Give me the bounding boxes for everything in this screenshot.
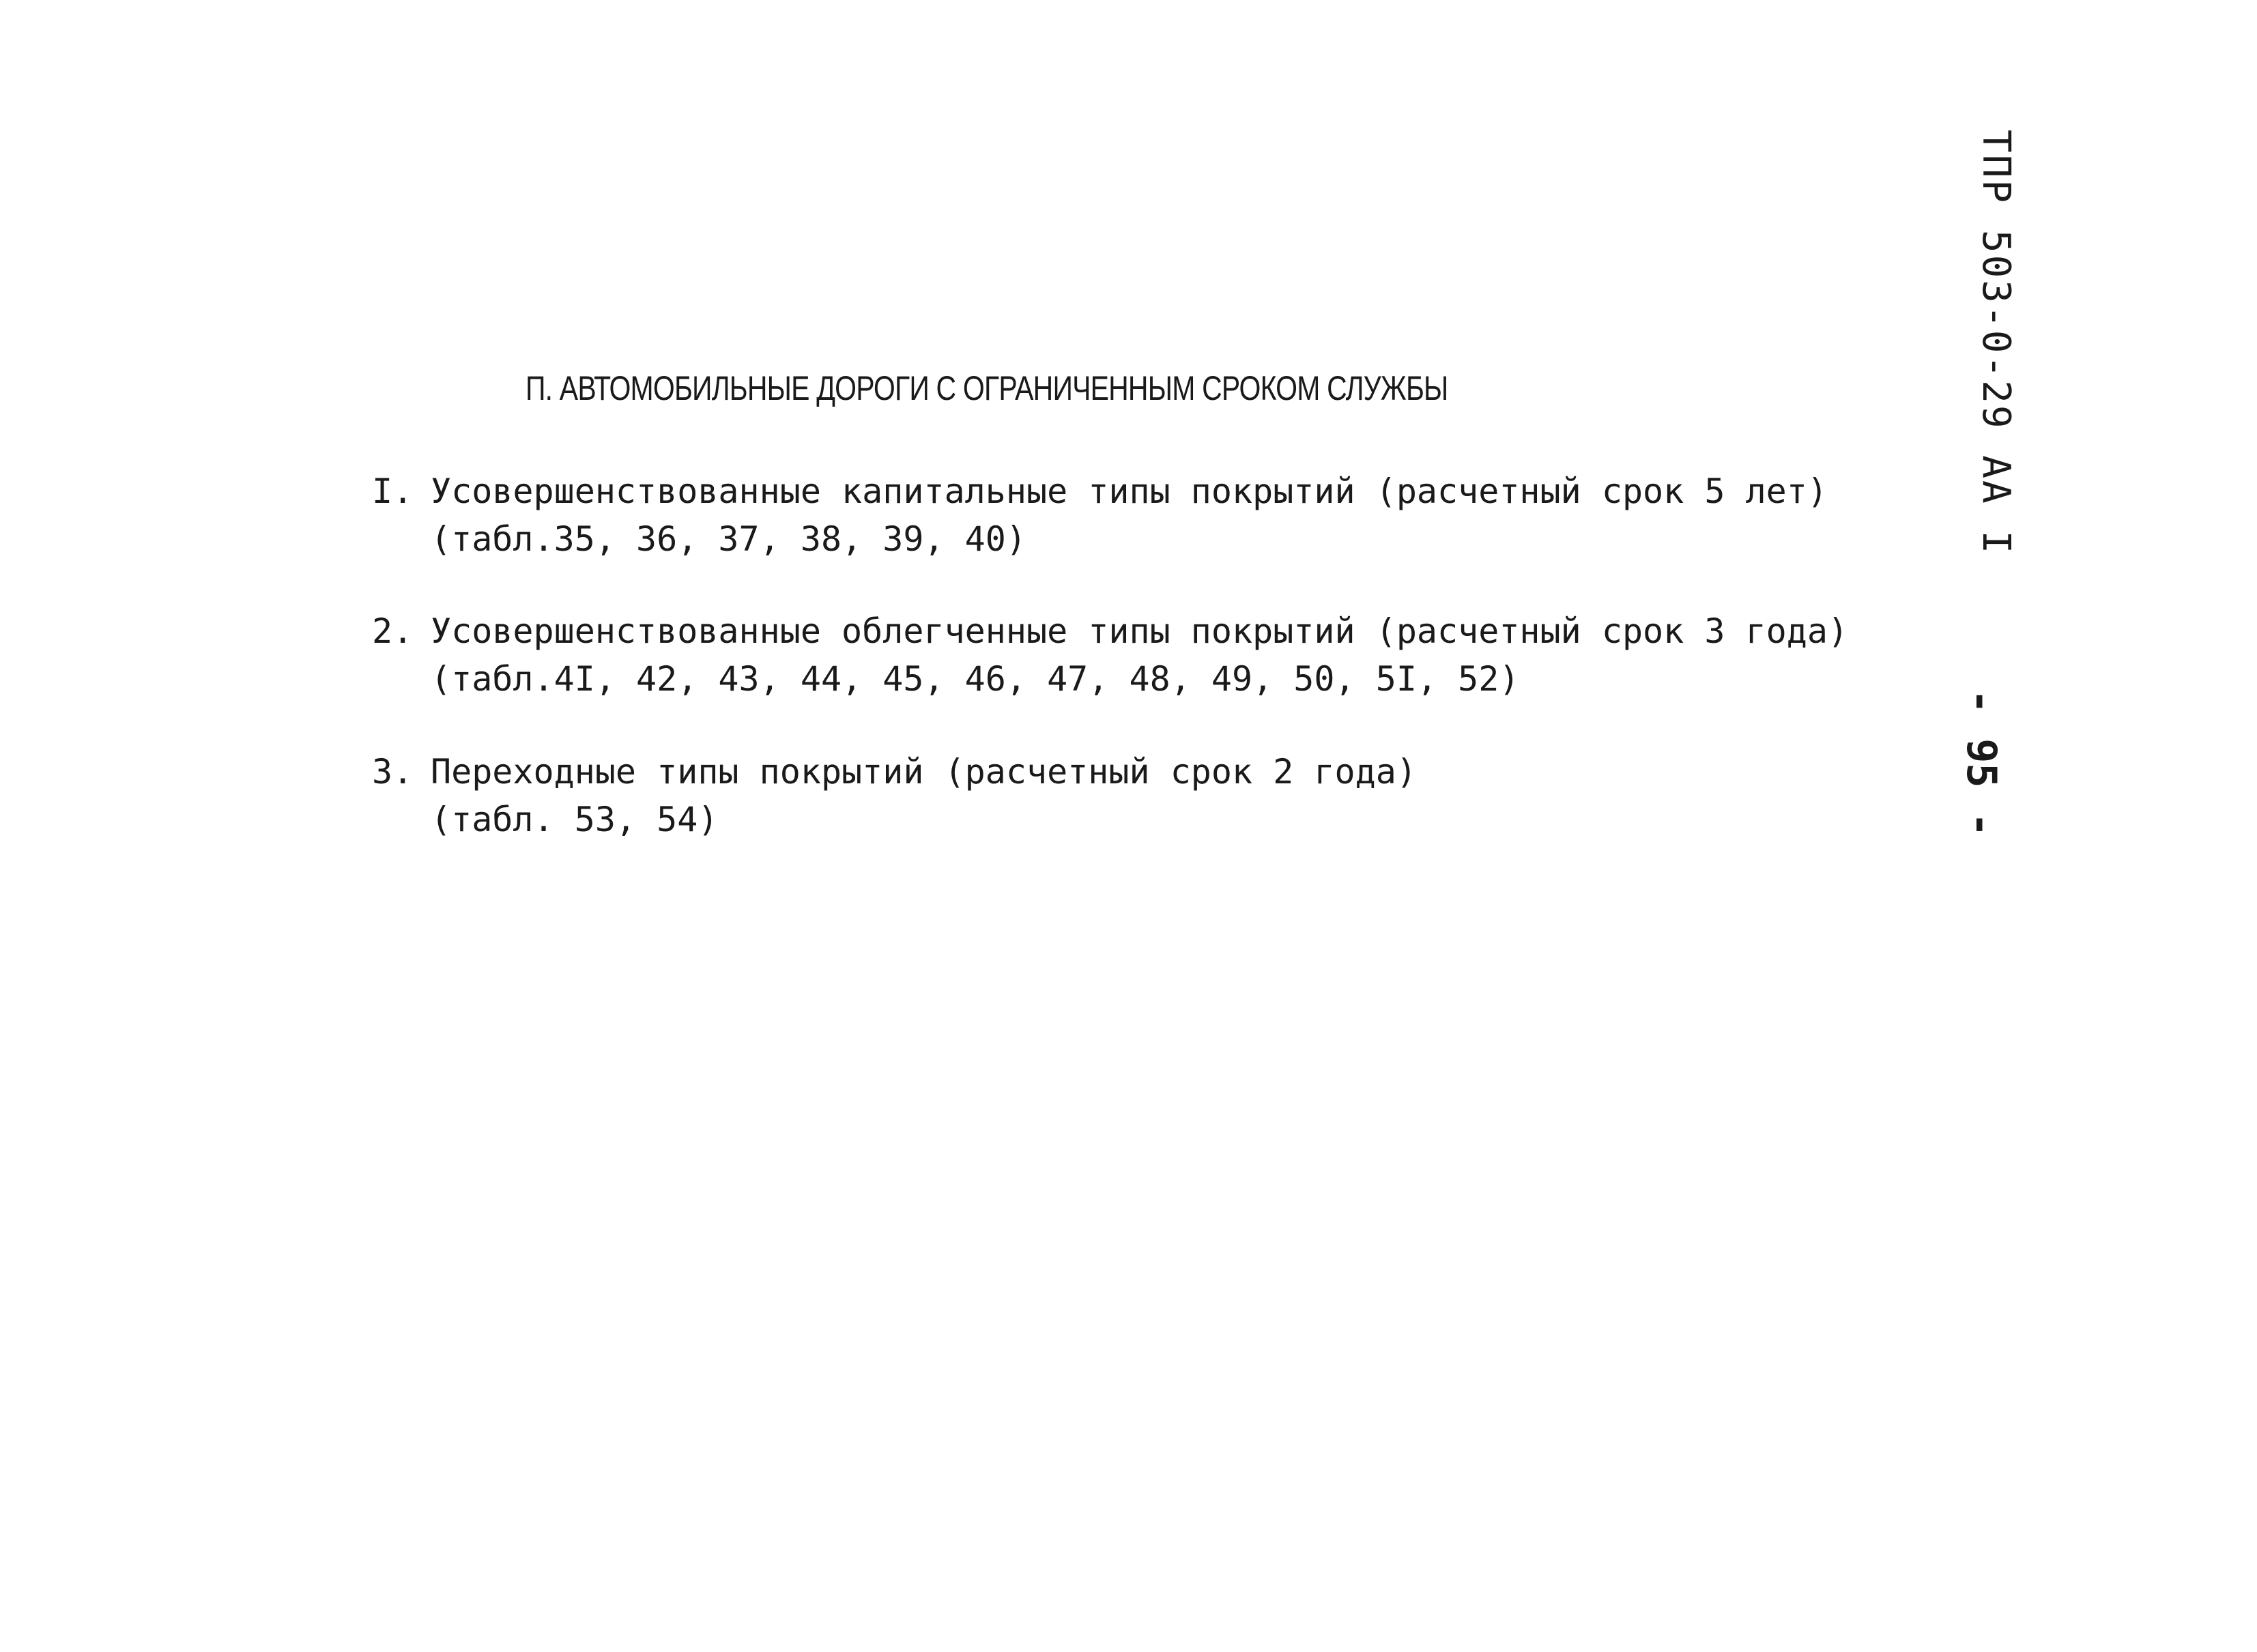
list-item-line [372, 607, 1848, 655]
list-item-text: Переходные типы покрытий (расчетный срок 2 года) [431, 752, 1417, 792]
list-item [372, 467, 1828, 563]
list-item [372, 748, 1417, 843]
list-item-line [372, 467, 1828, 515]
list-item-line [372, 515, 1828, 563]
list-item-text: Усовершенствованные капитальные типы покрытий (расчетный срок 5 лет) [431, 472, 1828, 511]
list-item-number: 2. [372, 611, 414, 651]
document-code: ТПР 503-0-29 АА I [1974, 130, 2018, 556]
list-item-text: Усовершенствованные облегченные типы покрытий (расчетный срок 3 года) [431, 611, 1849, 651]
list-item-number: I. [372, 472, 414, 511]
list-item-number: 3. [372, 752, 414, 792]
list-item-line [372, 796, 1417, 843]
page-number: - 95 - [1957, 689, 2005, 837]
list-item-tables: (табл.4I, 42, 43, 44, 45, 46, 47, 48, 49, 50, 5I, 52) [431, 659, 1520, 699]
list-item-tables: (табл. 53, 54) [431, 800, 719, 839]
document-code-margin [1974, 130, 2030, 556]
section-heading: П. АВТОМОБИЛЬНЫЕ ДОРОГИ С ОГРАНИЧЕННЫМ СРОКОМ СЛУЖБЫ [526, 369, 1448, 407]
page-number-margin [1957, 689, 2013, 853]
list-item-line [372, 748, 1417, 796]
list-item [372, 607, 1848, 703]
list-item-line [372, 655, 1848, 703]
list-item-tables: (табл.35, 36, 37, 38, 39, 40) [431, 519, 1026, 559]
